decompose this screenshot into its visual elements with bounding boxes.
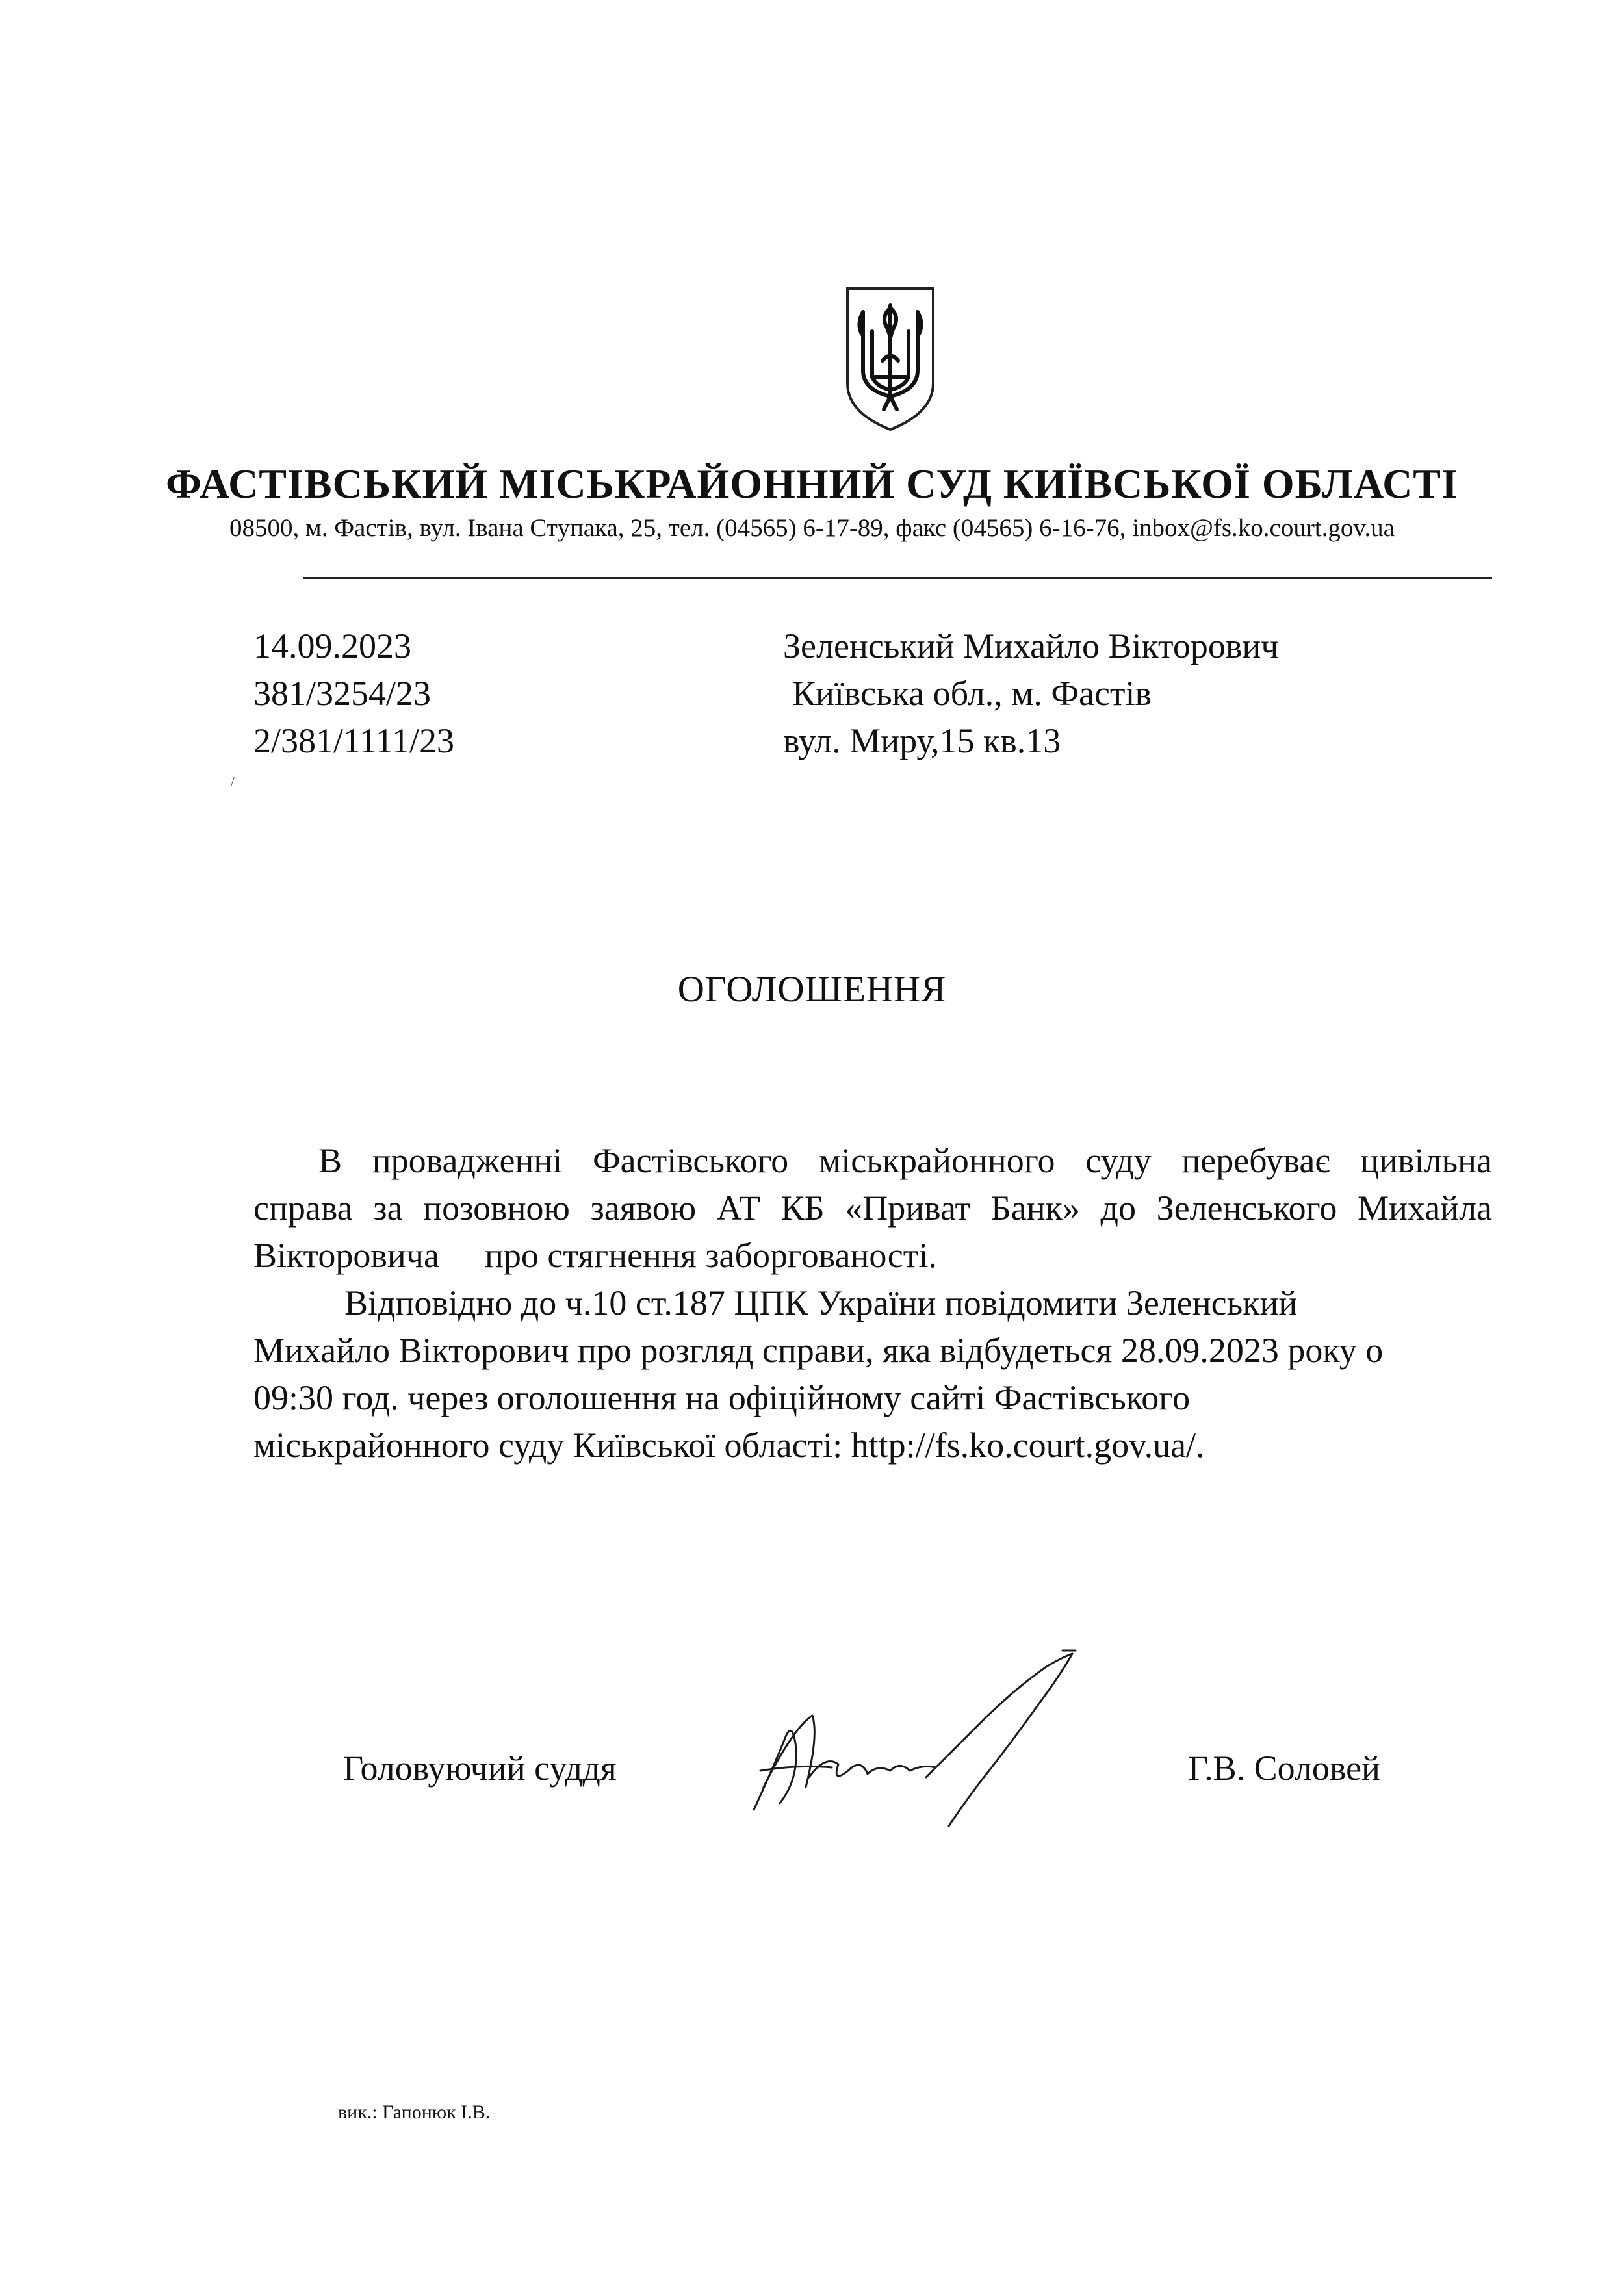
paragraph-2-line-2: Михайло Вікторович про розгляд справи, яка відбудеться 28.09.2023 року о xyxy=(253,1331,1384,1370)
paragraph-2-line-1: Відповідно до ч.10 ст.187 ЦПК України повідомити Зеленський xyxy=(344,1283,1298,1322)
court-name: ФАСТІВСЬКИЙ МІСЬКРАЙОННИЙ СУД КИЇВСЬКОЇ ОБЛАСТІ xyxy=(166,461,1458,507)
paragraph-2-line-3: 09:30 год. через оголошення на офіційному сайті Фастівського xyxy=(253,1378,1191,1417)
paragraph-1-line-3-a: Вікторовича xyxy=(253,1236,439,1275)
recipient-city: Київська обл., м. Фастів xyxy=(792,674,1152,713)
case-number: 381/3254/23 xyxy=(253,674,432,713)
judge-name: Г.В. Соловей xyxy=(1188,1749,1380,1788)
notice-body xyxy=(253,1137,1492,1469)
proceeding-number: 2/381/1111/23 xyxy=(253,721,454,760)
paragraph-2-line-4: міськрайонного суду Київської області: http://fs.ko.court.gov.ua/. xyxy=(253,1426,1205,1465)
notice-title: ОГОЛОШЕННЯ xyxy=(677,969,947,1010)
judge-title: Головуючий суддя xyxy=(343,1749,617,1788)
paragraph-1-line-3-b: про стягнення заборгованості. xyxy=(484,1236,937,1275)
document-date: 14.09.2023 xyxy=(253,626,411,665)
document-meta xyxy=(253,623,454,765)
trident-coat-of-arms-icon xyxy=(844,286,937,432)
recipient-name: Зеленський Михайло Вікторович xyxy=(783,626,1279,665)
recipient-street: вул. Миру,15 кв.13 xyxy=(783,721,1061,760)
paragraph-1-line-3 xyxy=(253,1232,1492,1279)
header-divider xyxy=(303,577,1492,579)
handwritten-signature-icon xyxy=(734,1638,1124,1845)
court-address: 08500, м. Фастів, вул. Івана Ступака, 25, тел. (04565) 6-17-89, факс (04565) 6-16-76, inbox@fs.ko.court.gov.ua xyxy=(229,514,1395,542)
paragraph-1-line-2: справа за позовною заявою АТ КБ «Приват Банк» до Зеленського Михайла xyxy=(253,1189,1492,1228)
executor-note: вик.: Гапонюк І.В. xyxy=(338,2102,491,2123)
pen-mark: / xyxy=(231,773,235,790)
paragraph-1-line-1: В провадженні Фастівського міськрайонного суду перебуває цивільна xyxy=(318,1141,1492,1180)
recipient-block xyxy=(783,623,1278,765)
